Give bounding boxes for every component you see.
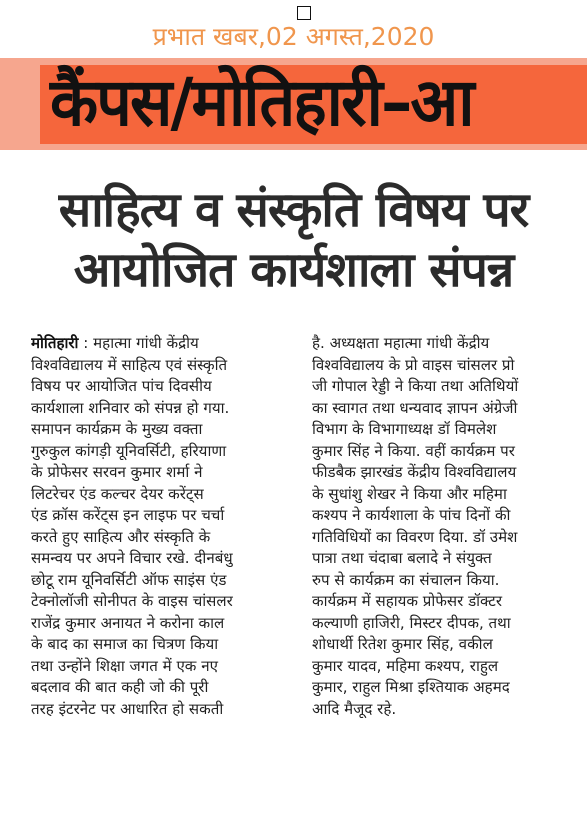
article-line: राजेंद्र कुमार अनायत ने करोना काल: [31, 613, 225, 632]
section-banner-title: कैंपस/मोतिहारी–आ: [50, 64, 473, 141]
headline-line-2: आयोजित कार्यशाला संपन्न: [73, 242, 514, 298]
article-column-right: [312, 333, 574, 720]
article-line: है. अध्यक्षता महात्मा गांधी केंद्रीय: [312, 334, 490, 352]
article-line: बदलाव की बात कही जो की पूरी: [31, 678, 209, 696]
article-line: समापन कार्यक्रम के मुख्य वक्ता: [31, 420, 203, 438]
article-line: विभाग के विभागाध्यक्ष डॉ विमलेश: [312, 420, 497, 438]
article-line: के सुधांशु शेखर ने किया और महिमा: [312, 484, 507, 503]
article-line: विश्वविद्यालय के प्रो वाइस चांसलर प्रो: [312, 355, 515, 374]
section-banner: [0, 58, 587, 150]
article-line: कल्याणी हाजिरी, मिस्टर दीपक, तथा: [312, 613, 511, 632]
article-line: लिटरेचर एंड कल्चर देयर करेंट्स: [31, 484, 204, 503]
selection-checkbox-icon[interactable]: [297, 6, 311, 20]
article-line: आदि मैजूद रहे.: [312, 699, 397, 718]
article-line: [31, 333, 288, 355]
article-line: तरह इंटरनेट पर आधारित हो सकती: [31, 699, 224, 718]
article-line: विश्वविद्यालय में साहित्य एवं संस्कृति: [31, 355, 228, 374]
article-line: एंड क्रॉस करेंट्स इन लाइफ पर चर्चा: [31, 506, 225, 524]
article-line: शोधार्थी रितेश कुमार सिंह, वकील: [312, 635, 493, 653]
article-line: कश्यप ने कार्यशाला के पांच दिनों की: [312, 506, 511, 524]
article-line: फीडबैक झारखंड केंद्रीय विश्वविद्यालय: [312, 463, 517, 481]
article-line: टेक्नोलॉजी सोनीपत के वाइस चांसलर: [31, 592, 233, 610]
article-line: कुमार यादव, महिमा कश्यप, राहुल: [312, 656, 499, 675]
article-line: विषय पर आयोजित पांच दिवसीय: [31, 377, 212, 395]
article-line: गुरुकुल कांगड़ी यूनिवर्सिटी, हरियाणा: [31, 441, 227, 460]
article-line: गतिविधियों का विवरण दिया. डॉ उमेश: [312, 527, 518, 546]
article-column-left: [31, 333, 288, 720]
article-line: कुमार सिंह ने किया. वहीं कार्यक्रम पर: [312, 441, 515, 460]
article-line: छोटू राम यूनिवर्सिटी ऑफ साइंस एंड: [31, 570, 227, 589]
article-line: तथा उन्होंने शिक्षा जगत में एक नए: [31, 656, 218, 675]
article-line: जी गोपाल रेड्डी ने किया तथा अतिथियों: [312, 377, 519, 395]
article-line: कुमार, राहुल मिश्रा इश्तियाक अहमद: [312, 678, 510, 696]
article-line-text: : महात्मा गांधी केंद्रीय: [78, 334, 199, 352]
article-line: कार्यक्रम में सहायक प्रोफेसर डॉक्टर: [312, 592, 503, 610]
article-line: के बाद का समाज का चित्रण किया: [31, 635, 219, 653]
article-line: पात्रा तथा चंदाबा बलादे ने संयुक्त: [312, 549, 492, 567]
article-line: का स्वागत तथा धन्यवाद ज्ञापन अंग्रेजी: [312, 398, 518, 417]
article-line: के प्रोफेसर सरवन कुमार शर्मा ने: [31, 463, 203, 481]
article-line: रुप से कार्यक्रम का संचालन किया.: [312, 570, 500, 589]
article-line: करते हुए साहित्य और संस्कृति के: [31, 527, 211, 546]
headline-line-1: साहित्य व संस्कृति विषय पर: [58, 182, 529, 238]
article-dateline: मोतिहारी: [31, 334, 79, 352]
article-line: समन्वय पर अपने विचार रखे. दीनबंधु: [31, 549, 233, 567]
article-headline: [0, 180, 587, 300]
source-date-line: प्रभात खबर,02 अगस्त,2020: [152, 22, 435, 51]
article-line: कार्यशाला शनिवार को संपन्न हो गया.: [31, 398, 230, 417]
